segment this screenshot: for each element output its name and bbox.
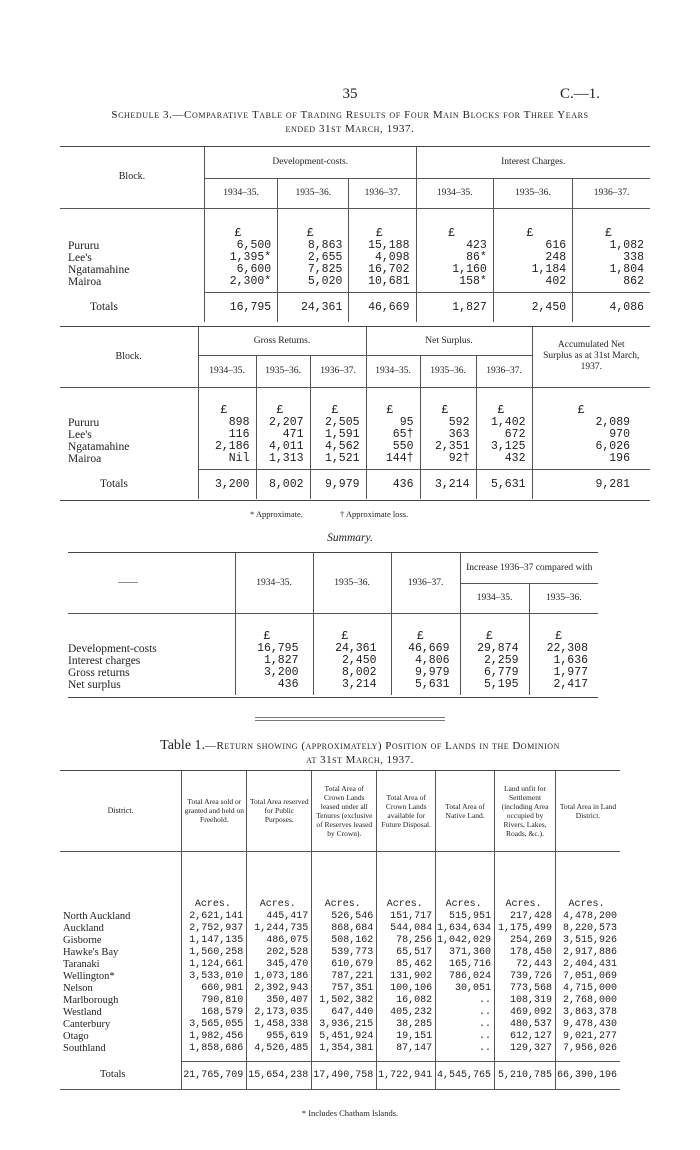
currency-symbol: £ — [577, 403, 585, 417]
value-cell: 2,621,141 — [189, 910, 244, 922]
total-cell: 1,722,941 — [377, 1061, 436, 1089]
currency-symbol: £ — [555, 630, 563, 643]
value-cell: 217,428 — [509, 910, 552, 922]
value-cell: 151,717 — [390, 910, 433, 922]
district-name: Gisborne — [63, 935, 102, 946]
value-cell: .. — [479, 1030, 492, 1042]
year-header: 1934–35. — [235, 553, 313, 613]
value-cell: 16,795 — [257, 642, 299, 655]
year-header: 1934–35. — [366, 355, 420, 387]
summary-row-name: Net surplus — [68, 679, 121, 691]
value-cell: 144† — [385, 451, 414, 465]
value-cell: 65† — [392, 427, 414, 441]
value-cell: 29,874 — [477, 642, 519, 655]
schedule3-title-line1: Schedule 3.—Comparative Table of Trading Results of Four Main Blocks for Three Years — [111, 109, 589, 121]
total-cell: 16,795 — [204, 292, 277, 322]
value-cell: 1,073,186 — [254, 970, 309, 982]
value-cell: 86* — [466, 250, 487, 264]
value-cell: 550 — [392, 439, 414, 453]
total-cell: 17,490,758 — [312, 1061, 377, 1089]
value-cell: 1,521 — [324, 451, 360, 465]
summary-table — [68, 553, 598, 695]
value-cell: 15,188 — [368, 238, 410, 252]
value-cell: 1,042,029 — [437, 934, 492, 946]
value-cell: 539,773 — [331, 946, 374, 958]
value-cell: 178,450 — [509, 946, 552, 958]
value-cell: 24,361 — [335, 642, 377, 655]
value-cell: 1,184 — [531, 262, 567, 276]
total-cell: 66,390,196 — [555, 1061, 620, 1089]
currency-symbol: £ — [331, 403, 339, 417]
development-costs-header: Development-costs. — [204, 146, 416, 178]
unit-label: Acres. — [259, 898, 296, 910]
value-cell: 22,308 — [546, 642, 588, 655]
value-cell: 95 — [399, 415, 414, 429]
currency-symbol: £ — [441, 403, 449, 417]
summary-title: Summary. — [327, 532, 373, 544]
value-cell: 672 — [504, 427, 526, 441]
value-cell: 9,478,430 — [562, 1018, 617, 1030]
value-cell: 78,256 — [396, 934, 433, 946]
value-cell: 445,417 — [266, 910, 309, 922]
value-cell: 1,124,661 — [189, 958, 244, 970]
increase-header: Increase 1936–37 compared with — [460, 553, 598, 583]
value-cell: 544,084 — [390, 922, 433, 934]
value-cell: 4,806 — [414, 654, 450, 667]
value-cell: 248 — [545, 250, 567, 264]
value-cell: 345,470 — [266, 958, 309, 970]
value-cell: 165,716 — [449, 958, 492, 970]
value-cell: 1,082 — [609, 238, 644, 252]
value-cell: 4,562 — [324, 439, 360, 453]
accumulated-surplus-header: Accumulated Net Surplus as at 31st March, 1937. — [532, 327, 650, 387]
value-cell: 1,804 — [609, 262, 644, 276]
total-cell: 15,654,238 — [247, 1061, 312, 1089]
block-header: Block. — [118, 171, 146, 183]
currency-symbol: £ — [306, 226, 314, 240]
value-cell: 1,977 — [553, 666, 588, 679]
value-cell: 4,715,000 — [562, 982, 617, 994]
value-cell: 16,702 — [368, 262, 410, 276]
district-name: Otago — [63, 1031, 89, 1042]
value-cell: 2,450 — [341, 654, 377, 667]
value-cell: 1,858,686 — [189, 1042, 244, 1054]
value-cell: 10,681 — [368, 274, 410, 288]
total-cell: 436 — [366, 469, 420, 499]
value-cell: 2,404,431 — [562, 958, 617, 970]
currency-symbol: £ — [417, 630, 424, 643]
value-cell: 2,351 — [434, 439, 470, 453]
value-cell: 787,221 — [331, 970, 374, 982]
value-cell: 2,259 — [483, 654, 519, 667]
value-cell: 898 — [228, 415, 250, 429]
value-cell: 970 — [609, 427, 630, 441]
value-cell: 508,162 — [331, 934, 374, 946]
rule — [60, 500, 650, 501]
value-cell: 168,579 — [201, 1006, 244, 1018]
value-cell: .. — [479, 1018, 492, 1030]
value-cell: 2,207 — [268, 415, 304, 429]
total-cell: 46,669 — [349, 292, 416, 322]
value-cell: 3,533,010 — [189, 970, 244, 982]
totals-label: Totals — [90, 301, 118, 313]
table1-title-line1: —Return showing (approximately) Position of Lands in the Dominion — [205, 740, 560, 752]
block-name: Lee's — [68, 429, 92, 441]
value-cell: 592 — [448, 415, 470, 429]
total-cell: 5,210,785 — [495, 1061, 556, 1089]
page-reference: C.—1. — [559, 86, 600, 102]
value-cell: 612,127 — [509, 1030, 552, 1042]
currency-symbol: £ — [526, 226, 534, 240]
footnote-approximate-loss: † Approximate loss. — [340, 509, 409, 519]
district-name: Auckland — [63, 923, 104, 934]
value-cell: 2,186 — [214, 439, 250, 453]
table1 — [60, 771, 620, 1090]
value-cell: 1,395* — [229, 250, 272, 264]
value-cell: 3,515,926 — [562, 934, 617, 946]
currency-symbol: £ — [497, 403, 505, 417]
value-cell: 202,528 — [266, 946, 309, 958]
block-name: Mairoa — [68, 276, 102, 288]
value-cell: 131,902 — [390, 970, 433, 982]
value-cell: 4,011 — [268, 439, 304, 453]
value-cell: 363 — [448, 427, 470, 441]
currency-symbol: £ — [375, 226, 383, 240]
value-cell: 773,568 — [509, 982, 552, 994]
value-cell: 3,200 — [263, 666, 299, 679]
total-cell: 4,545,765 — [436, 1061, 495, 1089]
unit-label: Acres. — [386, 898, 423, 910]
schedule3-title — [60, 108, 640, 136]
value-cell: 2,768,000 — [562, 994, 617, 1006]
value-cell: 2,417 — [553, 678, 588, 691]
value-cell: 868,684 — [331, 922, 374, 934]
total-cell: 5,631 — [476, 469, 532, 499]
value-cell: 1,560,258 — [189, 946, 244, 958]
summary-dash-header: —— — [118, 577, 138, 589]
district-name: Taranaki — [63, 959, 100, 970]
district-name: Wellington* — [63, 971, 115, 982]
currency-symbol: £ — [341, 630, 349, 643]
value-cell: 65,517 — [396, 946, 433, 958]
totals-label: Totals — [100, 478, 128, 490]
district-name: North Auckland — [63, 911, 131, 922]
value-cell: 5,195 — [483, 678, 519, 691]
total-cell: 9,281 — [532, 469, 650, 499]
value-cell: 196 — [609, 451, 630, 465]
unit-label: Acres. — [445, 898, 482, 910]
value-cell: 85,462 — [396, 958, 433, 970]
currency-symbol: £ — [220, 403, 228, 417]
value-cell: 2,505 — [324, 415, 360, 429]
value-cell: 480,537 — [509, 1018, 552, 1030]
year-header: 1936–37. — [391, 553, 460, 613]
currency-symbol: £ — [234, 226, 242, 240]
value-cell: 158* — [459, 274, 487, 288]
year-header: 1934–35. — [198, 355, 256, 387]
currency-symbol: £ — [276, 403, 284, 417]
block-name: Pururu — [68, 240, 100, 252]
district-name: Nelson — [63, 983, 93, 994]
crown-leased-header: Total Area of Crown Lands leased under all Tenures (exclusive of Reserves leased by Crown). — [312, 771, 377, 851]
value-cell: 3,125 — [490, 439, 526, 453]
value-cell: 6,600 — [236, 262, 272, 276]
value-cell: 6,779 — [483, 666, 519, 679]
value-cell: 469,092 — [509, 1006, 552, 1018]
currency-symbol: £ — [386, 403, 394, 417]
value-cell: 1,244,735 — [254, 922, 309, 934]
value-cell: 30,051 — [455, 982, 492, 994]
public-purposes-header: Total Area reserved for Public Purposes. — [247, 771, 312, 851]
increase-year-header: 1934–35. — [460, 583, 529, 613]
currency-symbol: £ — [263, 630, 271, 643]
value-cell: 7,956,026 — [562, 1042, 617, 1054]
value-cell: 423 — [466, 238, 487, 252]
district-name: Marlborough — [63, 995, 119, 1006]
rule — [68, 697, 598, 698]
value-cell: 2,173,035 — [254, 1006, 309, 1018]
total-cell: 1,827 — [416, 292, 493, 322]
unfit-land-header: Land unfit for Settlement (including Area occupied by Rivers, Lakes, Roads, &c.). — [495, 771, 556, 851]
interest-charges-header: Interest Charges. — [416, 146, 650, 178]
value-cell: 4,526,485 — [254, 1042, 309, 1054]
value-cell: .. — [479, 1042, 492, 1054]
value-cell: 2,752,937 — [189, 922, 244, 934]
value-cell: 92† — [448, 451, 470, 465]
block-name: Ngatamahine — [68, 264, 130, 276]
total-cell: 21,765,709 — [182, 1061, 247, 1089]
unit-label: Acres. — [568, 898, 605, 910]
block-name: Pururu — [68, 417, 100, 429]
value-cell: 38,285 — [396, 1018, 433, 1030]
total-cell: 4,086 — [573, 292, 650, 322]
unit-label: Acres. — [194, 898, 231, 910]
value-cell: 8,002 — [341, 666, 377, 679]
table1-footnote: * Includes Chatham Islands. — [301, 1108, 399, 1118]
total-cell: 2,450 — [493, 292, 572, 322]
block-header: Block. — [115, 351, 142, 363]
district-name: Westland — [63, 1007, 102, 1018]
value-cell: 5,451,924 — [319, 1030, 374, 1042]
total-cell: 3,200 — [198, 469, 256, 499]
value-cell: 486,075 — [266, 934, 309, 946]
value-cell: 471 — [282, 427, 304, 441]
value-cell: 8,220,573 — [562, 922, 617, 934]
block-name: Lee's — [68, 252, 92, 264]
value-cell: 254,269 — [509, 934, 552, 946]
value-cell: 616 — [545, 238, 567, 252]
value-cell: 9,979 — [414, 666, 450, 679]
value-cell: 402 — [545, 274, 567, 288]
footnote-approximate: * Approximate. — [250, 509, 303, 519]
currency-symbol: £ — [486, 630, 493, 643]
year-header: 1935–36. — [493, 178, 572, 208]
value-cell: 371,360 — [449, 946, 492, 958]
value-cell: 1,354,381 — [319, 1042, 374, 1054]
value-cell: 19,151 — [396, 1030, 433, 1042]
value-cell: 16,082 — [396, 994, 433, 1006]
totals-label: Totals — [100, 1069, 126, 1081]
value-cell: 647,440 — [331, 1006, 374, 1018]
value-cell: 1,160 — [452, 262, 487, 276]
value-cell: 739,726 — [509, 970, 552, 982]
increase-year-header: 1935–36. — [529, 583, 598, 613]
value-cell: 2,300* — [229, 274, 272, 288]
value-cell: Nil — [228, 451, 250, 465]
value-cell: 1,982,456 — [189, 1030, 244, 1042]
table1-title-prefix: Table 1. — [160, 738, 206, 753]
schedule3-part2-table — [60, 327, 650, 499]
total-area-header: Total Area in Land District. — [555, 771, 620, 851]
value-cell: 129,327 — [509, 1042, 552, 1054]
value-cell: 790,810 — [201, 994, 244, 1006]
value-cell: 526,546 — [331, 910, 374, 922]
section-divider — [255, 717, 445, 721]
value-cell: 3,936,215 — [319, 1018, 374, 1030]
total-cell: 3,214 — [420, 469, 476, 499]
value-cell: 1,591 — [324, 427, 360, 441]
value-cell: .. — [479, 994, 492, 1006]
value-cell: 405,232 — [390, 1006, 433, 1018]
value-cell: 72,443 — [515, 958, 552, 970]
summary-row-name: Gross returns — [68, 667, 130, 679]
district-name: Hawke's Bay — [63, 947, 119, 958]
value-cell: 1,636 — [553, 654, 588, 667]
value-cell: 660,981 — [201, 982, 244, 994]
value-cell: 1,502,382 — [319, 994, 374, 1006]
value-cell: 100,106 — [390, 982, 433, 994]
value-cell: 610,679 — [331, 958, 374, 970]
year-header: 1936–37. — [310, 355, 366, 387]
value-cell: 6,026 — [595, 439, 630, 453]
table1-title-line2: at 31st March, 1937. — [306, 754, 414, 766]
summary-row-name: Development-costs — [68, 643, 157, 655]
value-cell: 46,669 — [408, 642, 450, 655]
value-cell: 5,020 — [307, 274, 343, 288]
currency-symbol: £ — [448, 226, 456, 240]
year-header: 1936–37. — [476, 355, 532, 387]
value-cell: 432 — [504, 451, 526, 465]
year-header: 1935–36. — [313, 553, 391, 613]
year-header: 1936–37. — [349, 178, 416, 208]
value-cell: 757,351 — [331, 982, 374, 994]
value-cell: 862 — [623, 274, 644, 288]
gross-returns-header: Gross Returns. — [198, 327, 366, 355]
schedule3-title-line2: ended 31st March, 1937. — [285, 123, 415, 135]
value-cell: 5,631 — [414, 678, 450, 691]
currency-symbol: £ — [605, 226, 613, 240]
value-cell: 2,392,943 — [254, 982, 309, 994]
year-header: 1934–35. — [204, 178, 277, 208]
block-name: Mairoa — [68, 453, 102, 465]
total-cell: 24,361 — [278, 292, 349, 322]
value-cell: 1,313 — [268, 451, 304, 465]
district-name: Southland — [63, 1043, 106, 1054]
total-cell: 8,002 — [256, 469, 310, 499]
value-cell: 955,619 — [266, 1030, 309, 1042]
year-header: 1935–36. — [256, 355, 310, 387]
value-cell: 7,825 — [307, 262, 343, 276]
schedule3-part1-table — [60, 146, 650, 322]
unit-label: Acres. — [324, 898, 361, 910]
value-cell: 1,634,634 — [437, 922, 492, 934]
district-header: District. — [107, 806, 134, 816]
page-number: 35 — [342, 86, 358, 102]
year-header: 1934–35. — [416, 178, 493, 208]
value-cell: 2,089 — [595, 415, 630, 429]
district-name: Canterbury — [63, 1019, 111, 1030]
year-header: 1936–37. — [573, 178, 650, 208]
value-cell: 116 — [228, 427, 250, 441]
table1-title — [60, 738, 660, 767]
freehold-header: Total Area sold or granted and held on Freehold. — [182, 771, 247, 851]
value-cell: 1,458,338 — [254, 1018, 309, 1030]
value-cell: 3,863,378 — [562, 1006, 617, 1018]
native-land-header: Total Area of Native Land. — [436, 771, 495, 851]
value-cell: 8,863 — [307, 238, 343, 252]
value-cell: 108,319 — [509, 994, 552, 1006]
unit-label: Acres. — [505, 898, 542, 910]
block-name: Ngatamahine — [68, 441, 130, 453]
value-cell: 786,024 — [449, 970, 492, 982]
value-cell: 1,827 — [263, 654, 299, 667]
year-header: 1935–36. — [420, 355, 476, 387]
value-cell: 436 — [277, 678, 299, 691]
value-cell: 2,917,886 — [562, 946, 617, 958]
value-cell: 4,098 — [374, 250, 410, 264]
value-cell: 515,951 — [449, 910, 492, 922]
year-header: 1935–36. — [278, 178, 349, 208]
value-cell: 2,655 — [307, 250, 343, 264]
value-cell: 87,147 — [396, 1042, 433, 1054]
value-cell: 1,402 — [490, 415, 526, 429]
total-cell: 9,979 — [310, 469, 366, 499]
value-cell: 1,147,135 — [189, 934, 244, 946]
value-cell: .. — [479, 1006, 492, 1018]
value-cell: 338 — [623, 250, 644, 264]
value-cell: 3,565,055 — [189, 1018, 244, 1030]
crown-available-header: Total Area of Crown Lands available for Future Disposal. — [377, 771, 436, 851]
value-cell: 6,500 — [236, 238, 272, 252]
value-cell: 7,051,069 — [562, 970, 617, 982]
value-cell: 3,214 — [341, 678, 377, 691]
value-cell: 350,407 — [266, 994, 309, 1006]
value-cell: 1,175,499 — [497, 922, 552, 934]
value-cell: 4,478,200 — [562, 910, 617, 922]
summary-row-name: Interest charges — [68, 655, 141, 667]
net-surplus-header: Net Surplus. — [366, 327, 532, 355]
value-cell: 9,021,277 — [562, 1030, 617, 1042]
